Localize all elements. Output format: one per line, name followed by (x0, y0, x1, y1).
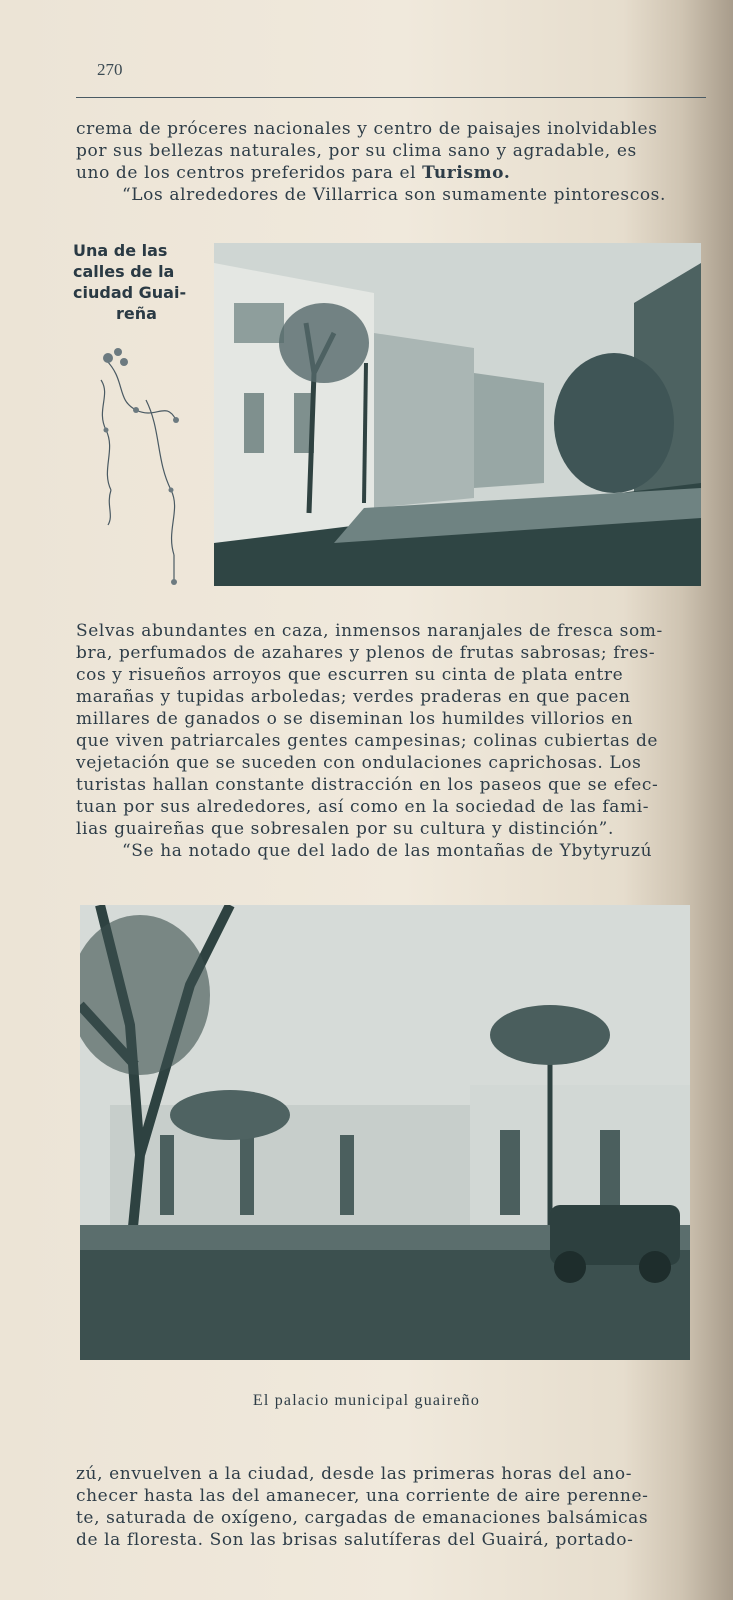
caption-line: ciudad Guai- (73, 283, 187, 302)
closing-paragraph (76, 1463, 726, 1551)
intro-line: crema de próceres nacionales y centro de paisajes inolvidables (76, 119, 658, 139)
intro-paragraph (76, 118, 726, 206)
body-line: zú, envuelven a la ciudad, desde las primeras horas del ano- (76, 1464, 633, 1484)
floral-ornament (86, 340, 191, 600)
body-line: turistas hallan constante distracción en los paseos que se efec- (76, 775, 659, 795)
body-line: que viven patriarcales gentes campesinas; colinas cubiertas de (76, 731, 659, 751)
middle-paragraph (76, 620, 726, 862)
street-photo (214, 243, 701, 586)
intro-line: por sus bellezas naturales, por su clima sano y agradable, es (76, 141, 637, 161)
caption-line: calles de la (73, 262, 175, 281)
municipal-palace-photo (80, 905, 690, 1360)
photo1-caption (73, 240, 213, 324)
body-line: de la floresta. Son las brisas salutíferas del Guairá, portado- (76, 1530, 634, 1550)
intro-line (76, 162, 726, 184)
body-line: te, saturada de oxígeno, cargadas de emanaciones balsámicas (76, 1508, 649, 1528)
turismo-keyword: Turismo. (422, 163, 511, 183)
intro-line-text: uno de los centros preferidos para el (76, 163, 423, 183)
body-line: checer hasta las del amanecer, una corriente de aire perenne- (76, 1486, 649, 1506)
municipal-palace-image (80, 905, 690, 1360)
body-line: vejetación que se suceden con ondulaciones caprichosas. Los (76, 753, 642, 773)
body-line: lias guaireñas que sobresalen por su cultura y distinción”. (76, 819, 614, 839)
body-line: millares de ganados o se diseminan los humildes villorios en (76, 709, 634, 729)
page-number: 270 (97, 60, 123, 79)
caption-line: reña (116, 304, 157, 323)
street-photo-image (214, 243, 701, 586)
caption-line: Una de las (73, 241, 168, 260)
body-line: marañas y tupidas arboledas; verdes praderas en que pacen (76, 687, 631, 707)
body-line: bra, perfumados de azahares y plenos de frutas sabrosas; fres- (76, 643, 656, 663)
quote-start-line: “Los alrededores de Villarrica son sumamente pintorescos. (122, 185, 666, 205)
body-line: Selvas abundantes en caza, inmensos naranjales de fresca som- (76, 621, 663, 641)
photo2-caption: El palacio municipal guaireño (252, 1392, 481, 1409)
quote-line: “Se ha notado que del lado de las montañas de Ybytyruzú (122, 841, 653, 861)
body-line: cos y risueños arroyos que escurren su cinta de plata entre (76, 665, 624, 685)
body-line: tuan por sus alrededores, así como en la sociedad de las fami- (76, 797, 650, 817)
header-rule (76, 97, 706, 98)
